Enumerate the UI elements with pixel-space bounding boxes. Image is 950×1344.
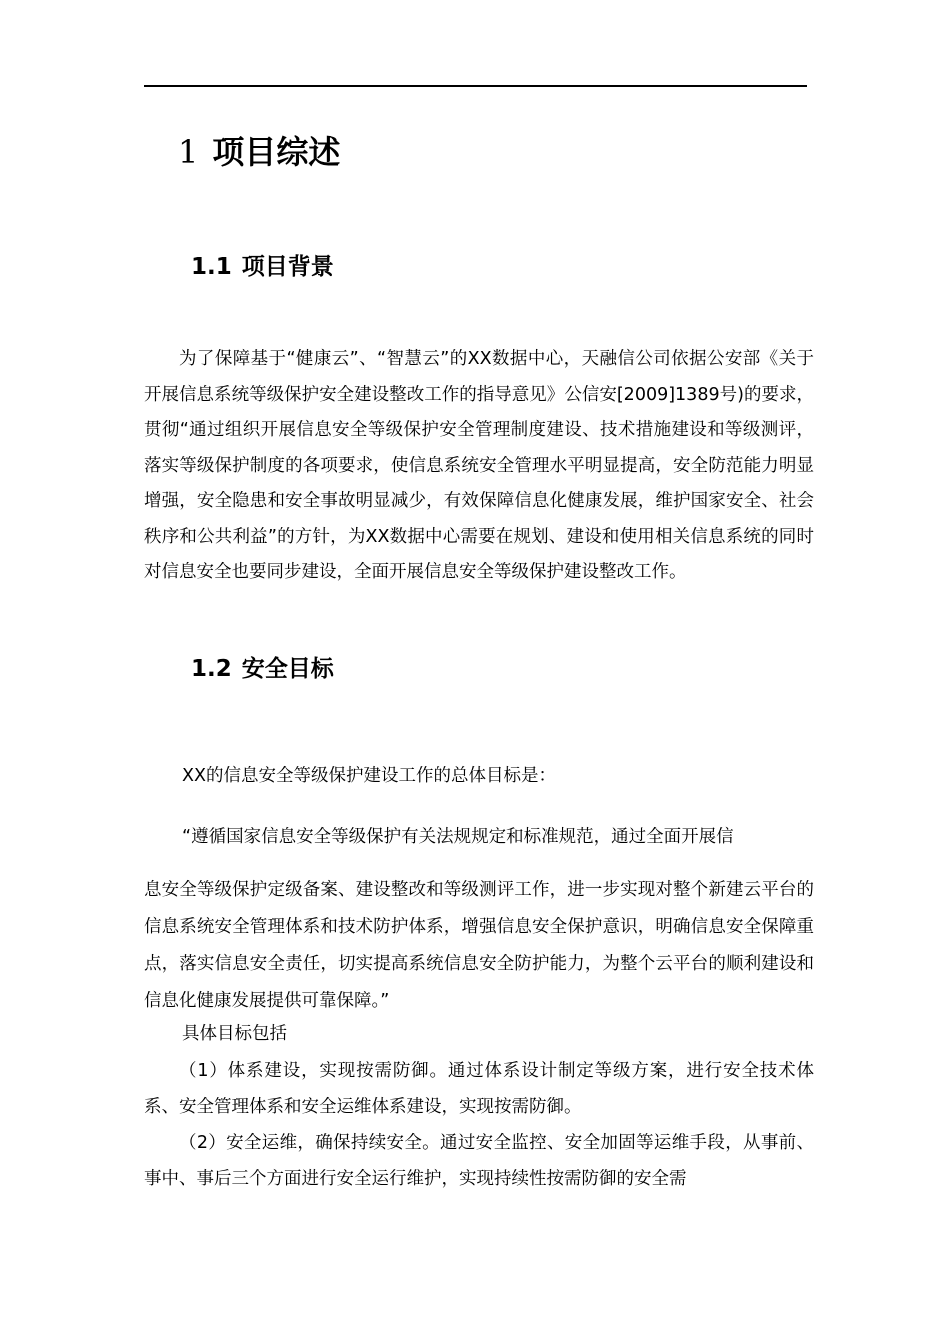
chapter-number: 1 [178,133,199,171]
goal-quote-body: 息安全等级保护定级备案、建设整改和等级测评工作，进一步实现对整个新建云平台的信息系统安全管理体系和技术防护体系，增强信息安全保护意识，明确信息安全保障重点，落实信息安全责任，切实提高系统信息安全防护能力，为整个云平台的顺利建设和信息化健康发展提供可靠保障。” [144,880,814,1011]
background-paragraph: 为了保障基于“健康云”、“智慧云”的XX数据中心，天融信公司依据公安部《关于开展信息系统等级保护安全建设整改工作的指导意见》公信安[2009]1389号)的要求，贯彻“通过组织开展信息安全等级保护安全管理制度建设、技术措施建设和等级测评，落实等级保护制度的各项要求，使信息系统安全管理水平明显提高，安全防范能力明显增强，安全隐患和安全事故明显减少，有效保障信息化健康发展，维护国家安全、社会秩序和公共利益”的方针，为XX数据中心需要在规划、建设和使用相关信息系统的同时对信息安全也要同步建设，全面开展信息安全等级保护建设整改工作。 [144,349,814,582]
section-title: 安全目标 [241,656,334,682]
section-heading-goal [191,652,334,686]
goal-intro: XX的信息安全等级保护建设工作的总体目标是： [182,766,556,786]
specific-goals-label: 具体目标包括 [182,1024,287,1044]
section-title: 项目背景 [241,254,334,280]
header-rule [144,85,807,87]
section-number: 1.1 [191,254,232,280]
section-heading-background [191,250,334,284]
section-number: 1.2 [191,656,232,682]
goal-item-1: （1）体系建设，实现按需防御。通过体系设计制定等级方案，进行安全技术体系、安全管理体系和安全运维体系建设，实现按需防御。 [144,1061,814,1117]
goal-quote-first-line: “遵循国家信息安全等级保护有关法规规定和标准规范，通过全面开展信 [182,827,734,847]
chapter-title: 项目综述 [212,133,341,171]
goal-item-2: （2）安全运维，确保持续安全。通过安全监控、安全加固等运维手段，从事前、事中、事后三个方面进行安全运行维护，实现持续性按需防御的安全需 [144,1133,814,1189]
chapter-heading [178,128,340,176]
